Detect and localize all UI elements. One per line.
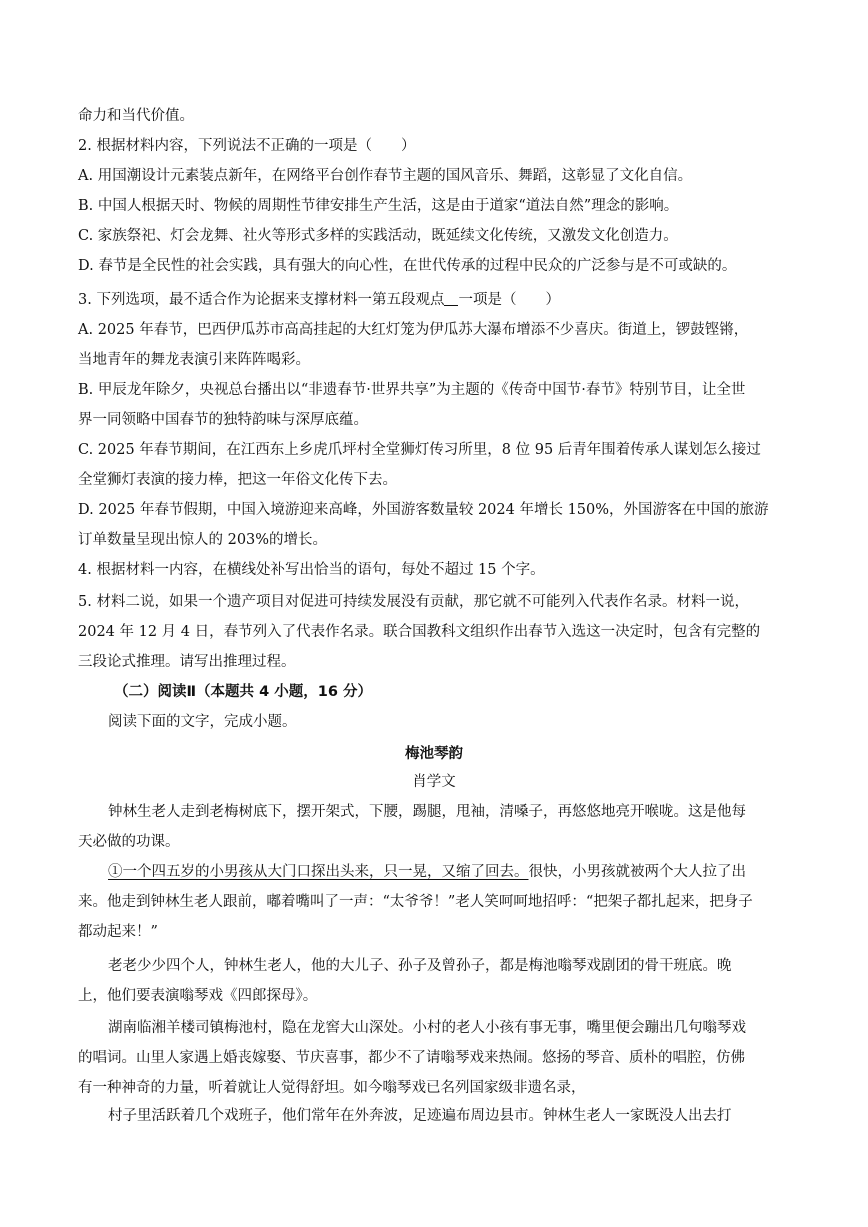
question-3-option-b: B. 甲辰龙年除夕，央视总台播出以“非遗春节·世界共享”为主题的《传奇中国节·春节》特别节目，让全世 <box>78 382 746 398</box>
article-paragraph-line: 上，他们要表演嗡琴戏《四郎探母》。 <box>78 988 318 1004</box>
article-paragraph-line: 的唱词。山里人家遇上婚丧嫁娶、节庆喜事，都少不了请嗡琴戏来热闹。悠扬的琴音、质朴的唱腔，仿佛 <box>78 1050 745 1066</box>
article-paragraph-line: 老老少少四个人，钟林生老人，他的大儿子、孙子及曾孙子，都是梅池嗡琴戏剧团的骨干班底。晚 <box>108 958 732 974</box>
question-3-option-a-cont: 当地青年的舞龙表演引来阵阵喝彩。 <box>78 352 310 368</box>
article-paragraph-line: 天必做的功课。 <box>78 834 180 850</box>
question-2-stem: 2. 根据材料内容，下列说法不正确的一项是（ ） <box>78 138 416 154</box>
question-5-stem-cont: 三段论式推理。请写出推理过程。 <box>78 654 296 670</box>
question-2-option-a: A. 用国潮设计元素装点新年，在网络平台创作春节主题的国风音乐、舞蹈，这彰显了文化自信。 <box>78 168 693 184</box>
article-paragraph-line: 钟林生老人走到老梅树底下，摆开架式，下腰，踢腿，甩袖，清嗓子，再悠悠地亮开喉咙。这是他每 <box>108 804 746 820</box>
question-3-option-d: D. 2025 年春节假期，中国入境游迎来高峰，外国游客数量较 2024 年增长 150%，外国游客在中国的旅游 <box>78 502 769 518</box>
answer-blank <box>444 291 458 306</box>
article-paragraph-line: ①一个四五岁的小男孩从大门口探出头来，只一晃，又缩了回去。很快，小男孩就被两个大人拉了出 <box>108 864 746 880</box>
question-2-option-c: C. 家族祭祀、灯会龙舞、社火等形式多样的实践活动，既延续文化传统，又激发文化创造力。 <box>78 228 678 244</box>
question-2-option-b: B. 中国人根据天时、物候的周期性节律安排生产生活，这是由于道家“道法自然”理念的影响。 <box>78 198 679 214</box>
article-author: 肖学文 <box>412 774 456 790</box>
section-heading: （二）阅读Ⅱ（本题共 4 小题，16 分） <box>114 684 372 700</box>
article-paragraph-line: 村子里活跃着几个戏班子，他们常年在外奔波，足迹遍布周边县市。钟林生老人一家既没人出去打 <box>108 1108 732 1124</box>
question-3-option-a: A. 2025 年春节，巴西伊瓜苏市高高挂起的大红灯笼为伊瓜苏大瀑布增添不少喜庆。街道上，锣鼓铿锵， <box>78 322 749 338</box>
article-title: 梅池琴韵 <box>405 746 463 762</box>
underlined-sentence: ①一个四五岁的小男孩从大门口探出头来，只一晃，又缩了回去。 <box>108 864 529 880</box>
question-4-stem: 4. 根据材料一内容，在横线处补写出恰当的语句，每处不超过 15 个字。 <box>78 562 545 578</box>
article-paragraph-line: 湖南临湘羊楼司镇梅池村，隐在龙窖大山深处。小村的老人小孩有事无事，嘴里便会蹦出几句嗡琴戏 <box>108 1020 746 1036</box>
question-3-option-b-cont: 界一同领略中国春节的独特韵味与深厚底蕴。 <box>78 412 368 428</box>
question-5-stem: 5. 材料二说，如果一个遗产项目对促进可持续发展没有贡献，那它就不可能列入代表作名录。材料一说， <box>78 594 749 610</box>
article-paragraph-line: 有一种神奇的力量，听着就让人觉得舒坦。如今嗡琴戏已名列国家级非遗名录， <box>78 1080 586 1096</box>
section-instruction: 阅读下面的文字，完成小题。 <box>108 714 297 730</box>
question-2-option-d: D. 春节是全民性的社会实践，具有强大的向心性，在世代传承的过程中民众的广泛参与是不可或缺的。 <box>78 258 737 274</box>
article-paragraph-line: 都动起来！” <box>78 924 158 940</box>
question-3-stem: 3. 下列选项，最不适合作为论据来支撑材料一第五段观点 一项是（ ） <box>78 292 560 308</box>
question-3-option-c: C. 2025 年春节期间，在江西东上乡虎爪坪村全堂狮灯传习所里，8 位 95 后青年围着传承人谋划怎么接过 <box>78 442 761 458</box>
question-3-option-d-cont: 订单数量呈现出惊人的 203%的增长。 <box>78 532 328 548</box>
paragraph-line: 命力和当代价值。 <box>78 108 194 124</box>
question-3-option-c-cont: 全堂狮灯表演的接力棒，把这一年俗文化传下去。 <box>78 472 397 488</box>
question-5-stem-cont: 2024 年 12 月 4 日，春节列入了代表作名录。联合国教科文组织作出春节入选这一决定时，包含有完整的 <box>78 624 761 640</box>
article-paragraph-line: 来。他走到钟林生老人跟前，嘟着嘴叫了一声：“太爷爷！”老人笑呵呵地招呼：“把架子都扎起来，把身子 <box>78 894 753 910</box>
